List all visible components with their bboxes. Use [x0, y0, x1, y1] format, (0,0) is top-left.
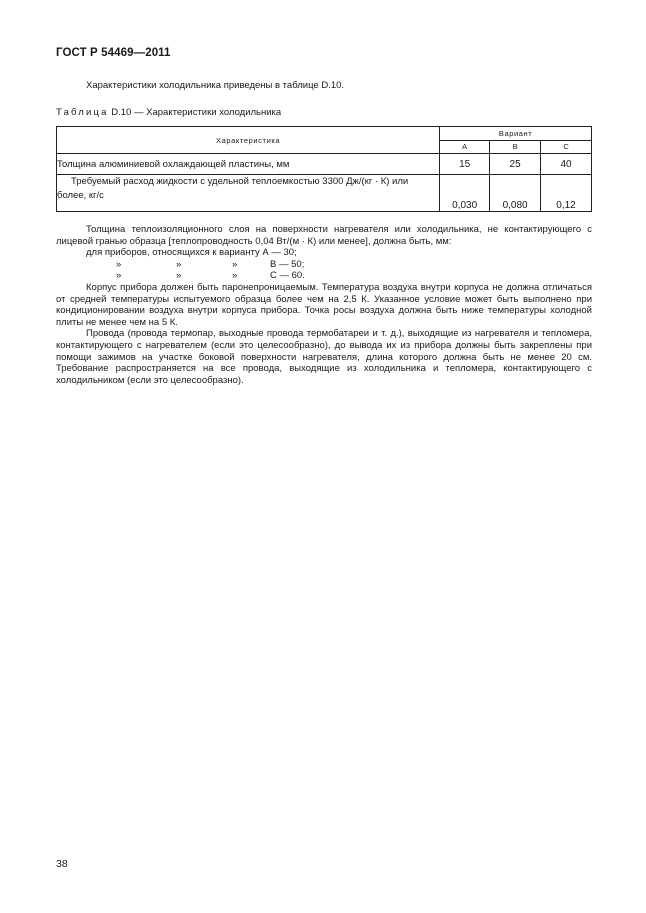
cell-value: 0,030: [440, 175, 490, 212]
body-text: [56, 224, 592, 386]
option-line-c: [56, 270, 592, 282]
paragraph-housing: Корпус прибора должен быть паронепроницаемым. Температура воздуха внутри корпуса не должна отличаться от средней температуры испытуемого образца более чем на 2,5 К. Указанное условие может быть выполнено при кондиционировании воздуха внутри корпуса прибора. Точка росы воздуха должна быть ниже температуры холодной плиты не менее чем на 5 К.: [56, 281, 592, 328]
option-a-text: для приборов, относящихся к варианту А — 30;: [86, 247, 297, 259]
ditto-mark: »: [176, 258, 182, 270]
ditto-mark: »: [176, 270, 182, 282]
option-line-b: [56, 259, 592, 271]
table-caption-word: Таблица: [56, 107, 109, 118]
paragraph-insulation: Толщина теплоизоляционного слоя на поверхности нагревателя или холодильника, не контактирующего с лицевой гранью образца [теплопроводность 0,04 Вт/(м · К) или менее], должна быть, мм:: [56, 224, 592, 247]
table-caption-title: D.10 — Характеристики холодильника: [108, 107, 282, 118]
paragraph-wires: Провода (провода термопар, выходные провода термобатареи и т. д.), выходящие из нагревателя и тепломера, контактирующего с нагревателем (если это целесообразно), до вывода их из прибора должны быть закреплены при помощи зажимов на участке боковой поверхности нагревателя, длина которого должна быть не менее 20 см. Требование распространяется на все провода, выходящие из холодильника и тепломера, контактирующего с холодильником (если это целесообразно).: [56, 328, 592, 386]
row-label: Толщина алюминиевой охлаждающей пластины, мм: [57, 154, 440, 175]
option-c-text: С — 60.: [270, 270, 305, 282]
row-label: Требуемый расход жидкости с удельной теплоемкостью 3300 Дж/(кг · К) или более, кг/с: [57, 175, 440, 212]
cell-value: 25: [490, 154, 541, 175]
header-variant: Вариант: [440, 127, 592, 141]
ditto-mark: »: [116, 258, 122, 270]
option-b-text: В — 50;: [270, 258, 305, 270]
header-variant-c: C: [541, 140, 592, 154]
characteristics-table: [56, 126, 592, 212]
header-variant-b: B: [490, 140, 541, 154]
document-header: ГОСТ Р 54469—2011: [56, 47, 171, 59]
ditto-mark: »: [232, 270, 238, 282]
header-characteristic: Характеристика: [57, 127, 440, 154]
table-row: [57, 175, 592, 212]
table-row: [57, 154, 592, 175]
cell-value: 40: [541, 154, 592, 175]
cell-value: 0,12: [541, 175, 592, 212]
ditto-mark: »: [232, 258, 238, 270]
table-caption: [56, 107, 281, 118]
ditto-mark: »: [116, 270, 122, 282]
cell-value: 0,080: [490, 175, 541, 212]
page-number: 38: [56, 858, 68, 870]
cell-value: 15: [440, 154, 490, 175]
header-variant-a: A: [440, 140, 490, 154]
option-line-a: [56, 247, 592, 259]
intro-sentence: Характеристики холодильника приведены в таблице D.10.: [86, 80, 345, 91]
